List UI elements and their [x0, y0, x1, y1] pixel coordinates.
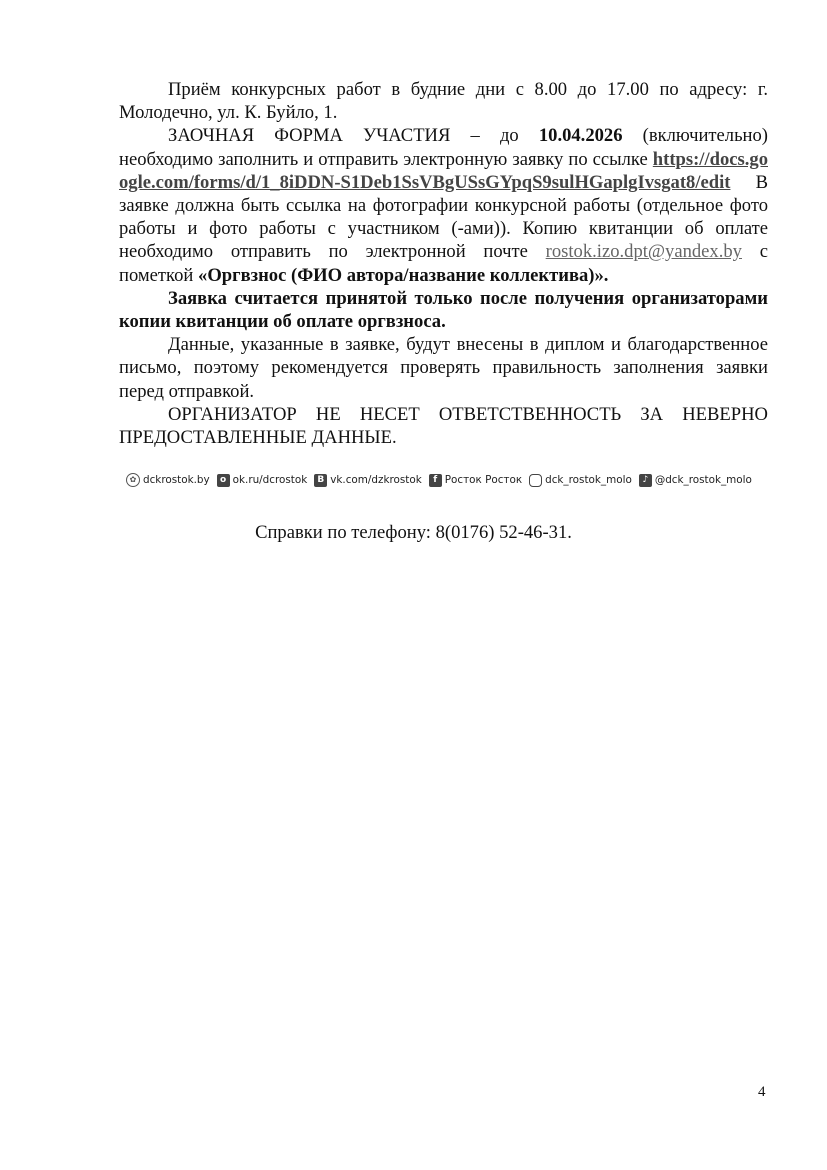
- social-tiktok-label: @dck_rostok_molo: [654, 474, 752, 486]
- remote-intro: ЗАОЧНАЯ ФОРМА УЧАСТИЯ – до: [168, 125, 539, 147]
- social-instagram[interactable]: [529, 474, 632, 487]
- social-tiktok[interactable]: [639, 474, 752, 487]
- paragraph-remote-participation: [119, 124, 768, 286]
- facebook-icon: f: [429, 474, 442, 487]
- remote-after-email: с пометкой: [119, 241, 768, 286]
- social-links-bar: [126, 470, 766, 490]
- email-link[interactable]: rostok.izo.dpt@yandex.by: [545, 241, 742, 263]
- social-site-label: dckrostok.by: [143, 474, 210, 486]
- social-ok-label: ok.ru/dcrostok: [232, 474, 308, 486]
- remote-after-link: В заявке должна быть ссылка на фотографии конкурсной работы (отдельное фото работы и фото работы с участником (-ами)). Копию квитанции об оплате необходимо отправить по электронной почте: [119, 171, 768, 263]
- page-number: 4: [758, 1084, 766, 1100]
- body-text: [119, 78, 768, 449]
- remote-mid: (включительно) необходимо заполнить и отправить электронную заявку по ссылке: [119, 125, 768, 170]
- payment-note: «Оргвзнос (ФИО автора/название коллектива)».: [198, 264, 609, 286]
- vk-icon: В: [314, 474, 327, 487]
- paragraph-intake: Приём конкурсных работ в будние дни с 8.00 до 17.00 по адресу: г. Молодечно, ул. К. Буйло, 1.: [119, 79, 768, 124]
- social-facebook-label: Росток Росток: [444, 474, 523, 486]
- site-logo-icon: ✿: [126, 473, 140, 487]
- deadline-date: 10.04.2026: [538, 125, 623, 147]
- reference-phone: Справки по телефону: 8(0176) 52-46-31.: [255, 522, 572, 543]
- social-vk-label: vk.com/dzkrostok: [330, 474, 422, 486]
- paragraph-diploma-data: Данные, указанные в заявке, будут внесены в диплом и благодарственное письмо, поэтому рекомендуется проверять правильность заполнения заявки перед отправкой.: [119, 334, 768, 402]
- social-ok[interactable]: [217, 474, 308, 487]
- social-instagram-label: dck_rostok_molo: [545, 474, 632, 486]
- social-site[interactable]: [126, 473, 210, 487]
- paragraph-disclaimer: ОРГАНИЗАТОР НЕ НЕСЕТ ОТВЕТСТВЕННОСТЬ ЗА НЕВЕРНО ПРЕДОСТАВЛЕННЫЕ ДАННЫЕ.: [119, 403, 768, 449]
- tiktok-icon: ♪: [639, 474, 652, 487]
- application-form-link[interactable]: https://docs.google.com/forms/d/1_8iDDN-S1Deb1SsVBgUSsGYpqS9sulHGaplgIvsgat8/edit: [119, 148, 768, 193]
- paragraph-acceptance: Заявка считается принятой только после получения организаторами копии квитанции об оплате оргвзноса.: [119, 287, 768, 333]
- odnoklassniki-icon: о: [217, 474, 230, 487]
- social-facebook[interactable]: [429, 474, 522, 487]
- social-vk[interactable]: [314, 474, 422, 487]
- instagram-icon: [529, 474, 542, 487]
